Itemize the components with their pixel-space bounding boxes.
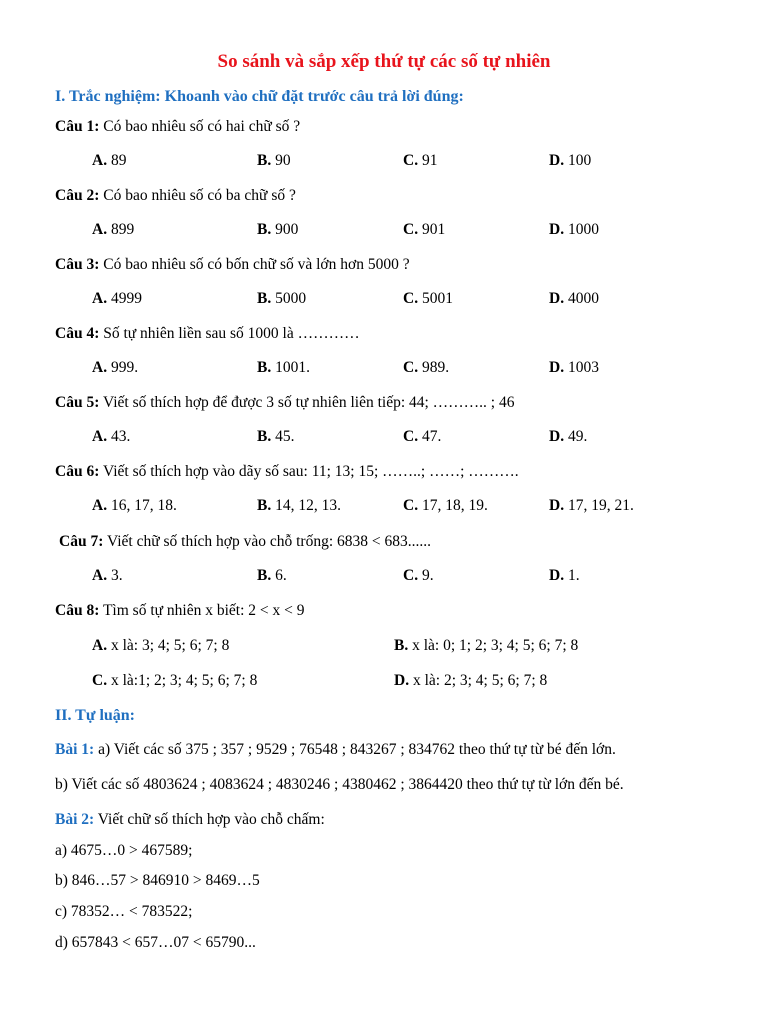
question-7 <box>59 533 431 551</box>
exercise-2-item: c) 78352… < 783522; <box>55 903 193 920</box>
option-b[interactable]: B. 900 <box>257 221 299 238</box>
question-text: Viết số thích hợp để được 3 số tự nhiên liên tiếp: 44; ……….. ; 46 <box>99 394 515 411</box>
option-a[interactable]: A. 899 <box>92 221 135 238</box>
question-label: Câu 5: <box>55 394 100 411</box>
question-text: Có bao nhiêu số có hai chữ số ? <box>99 118 301 135</box>
option-a[interactable]: A. 89 <box>92 152 127 169</box>
option-b[interactable]: B. 1001. <box>257 359 310 376</box>
question-text: Tìm số tự nhiên x biết: 2 < x < 9 <box>99 602 305 619</box>
option-b[interactable]: B. 6. <box>257 567 287 584</box>
option-a[interactable]: A. 999. <box>92 359 139 376</box>
question-2 <box>55 187 296 205</box>
option-b[interactable]: B. x là: 0; 1; 2; 3; 4; 5; 6; 7; 8 <box>394 637 579 654</box>
question-3 <box>55 256 410 274</box>
exercise-1-part-a: Bài 1: a) Viết các số 375 ; 357 ; 9529 ; 76548 ; 843267 ; 834762 theo thứ tự từ bé đến lớn. <box>55 741 616 758</box>
exercise-2-heading: Bài 2: Viết chữ số thích hợp vào chỗ chấm: <box>55 811 325 828</box>
question-label: Câu 1: <box>55 118 100 135</box>
question-text: Số tự nhiên liền sau số 1000 là ………… <box>99 325 360 342</box>
option-c[interactable]: C. 47. <box>403 428 442 445</box>
option-a[interactable]: A. x là: 3; 4; 5; 6; 7; 8 <box>92 637 230 654</box>
option-a[interactable]: A. 16, 17, 18. <box>92 497 177 514</box>
option-a[interactable]: A. 4999 <box>92 290 142 307</box>
option-d[interactable]: D. 1000 <box>549 221 599 238</box>
option-b[interactable]: B. 5000 <box>257 290 307 307</box>
question-text: Viết chữ số thích hợp vào chỗ trống: 6838 < 683...... <box>103 533 431 550</box>
option-b[interactable]: B. 45. <box>257 428 295 445</box>
question-text: Có bao nhiêu số có bốn chữ số và lớn hơn 5000 ? <box>99 256 410 273</box>
option-b[interactable]: B. 90 <box>257 152 291 169</box>
option-d[interactable]: D. 1003 <box>549 359 599 376</box>
question-text: Có bao nhiêu số có ba chữ số ? <box>99 187 296 204</box>
question-label: Câu 7: <box>59 533 104 550</box>
option-c[interactable]: C. 9. <box>403 567 434 584</box>
option-d[interactable]: D. 1. <box>549 567 580 584</box>
question-5 <box>55 394 515 412</box>
option-c[interactable]: C. x là:1; 2; 3; 4; 5; 6; 7; 8 <box>92 672 258 689</box>
option-c[interactable]: C. 901 <box>403 221 446 238</box>
question-1 <box>55 118 300 136</box>
question-text: Viết số thích hợp vào dãy số sau: 11; 13; 15; ……..; ……; ………. <box>99 463 519 480</box>
question-6 <box>55 463 519 481</box>
option-c[interactable]: C. 989. <box>403 359 450 376</box>
option-d[interactable]: D. 17, 19, 21. <box>549 497 634 514</box>
option-c[interactable]: C. 91 <box>403 152 438 169</box>
exercise-label: Bài 2: <box>55 811 95 828</box>
exercise-2-item: a) 4675…0 > 467589; <box>55 842 193 859</box>
option-b[interactable]: B. 14, 12, 13. <box>257 497 341 514</box>
exercise-2-item: b) 846…57 > 846910 > 8469…5 <box>55 872 260 889</box>
option-a[interactable]: A. 43. <box>92 428 131 445</box>
question-4 <box>55 325 360 343</box>
option-d[interactable]: D. 49. <box>549 428 588 445</box>
option-d[interactable]: D. x là: 2; 3; 4; 5; 6; 7; 8 <box>394 672 548 689</box>
option-d[interactable]: D. 4000 <box>549 290 599 307</box>
option-a[interactable]: A. 3. <box>92 567 123 584</box>
question-label: Câu 6: <box>55 463 100 480</box>
section-multiple-choice-heading: I. Trắc nghiệm: Khoanh vào chữ đặt trước câu trả lời đúng: <box>55 88 464 105</box>
section-essay-heading: II. Tự luận: <box>55 707 136 724</box>
exercise-label: Bài 1: <box>55 741 95 758</box>
question-label: Câu 2: <box>55 187 100 204</box>
document-title: So sánh và sắp xếp thứ tự các số tự nhiên <box>217 51 551 72</box>
exercise-1-part-b: b) Viết các số 4803624 ; 4083624 ; 4830246 ; 4380462 ; 3864420 theo thứ tự từ lớn đến bé. <box>55 776 624 793</box>
option-d[interactable]: D. 100 <box>549 152 592 169</box>
option-c[interactable]: C. 17, 18, 19. <box>403 497 488 514</box>
question-label: Câu 3: <box>55 256 100 273</box>
exercise-2-item: d) 657843 < 657…07 < 65790... <box>55 934 256 951</box>
question-label: Câu 4: <box>55 325 100 342</box>
question-label: Câu 8: <box>55 602 100 619</box>
question-8 <box>55 602 305 620</box>
option-c[interactable]: C. 5001 <box>403 290 453 307</box>
